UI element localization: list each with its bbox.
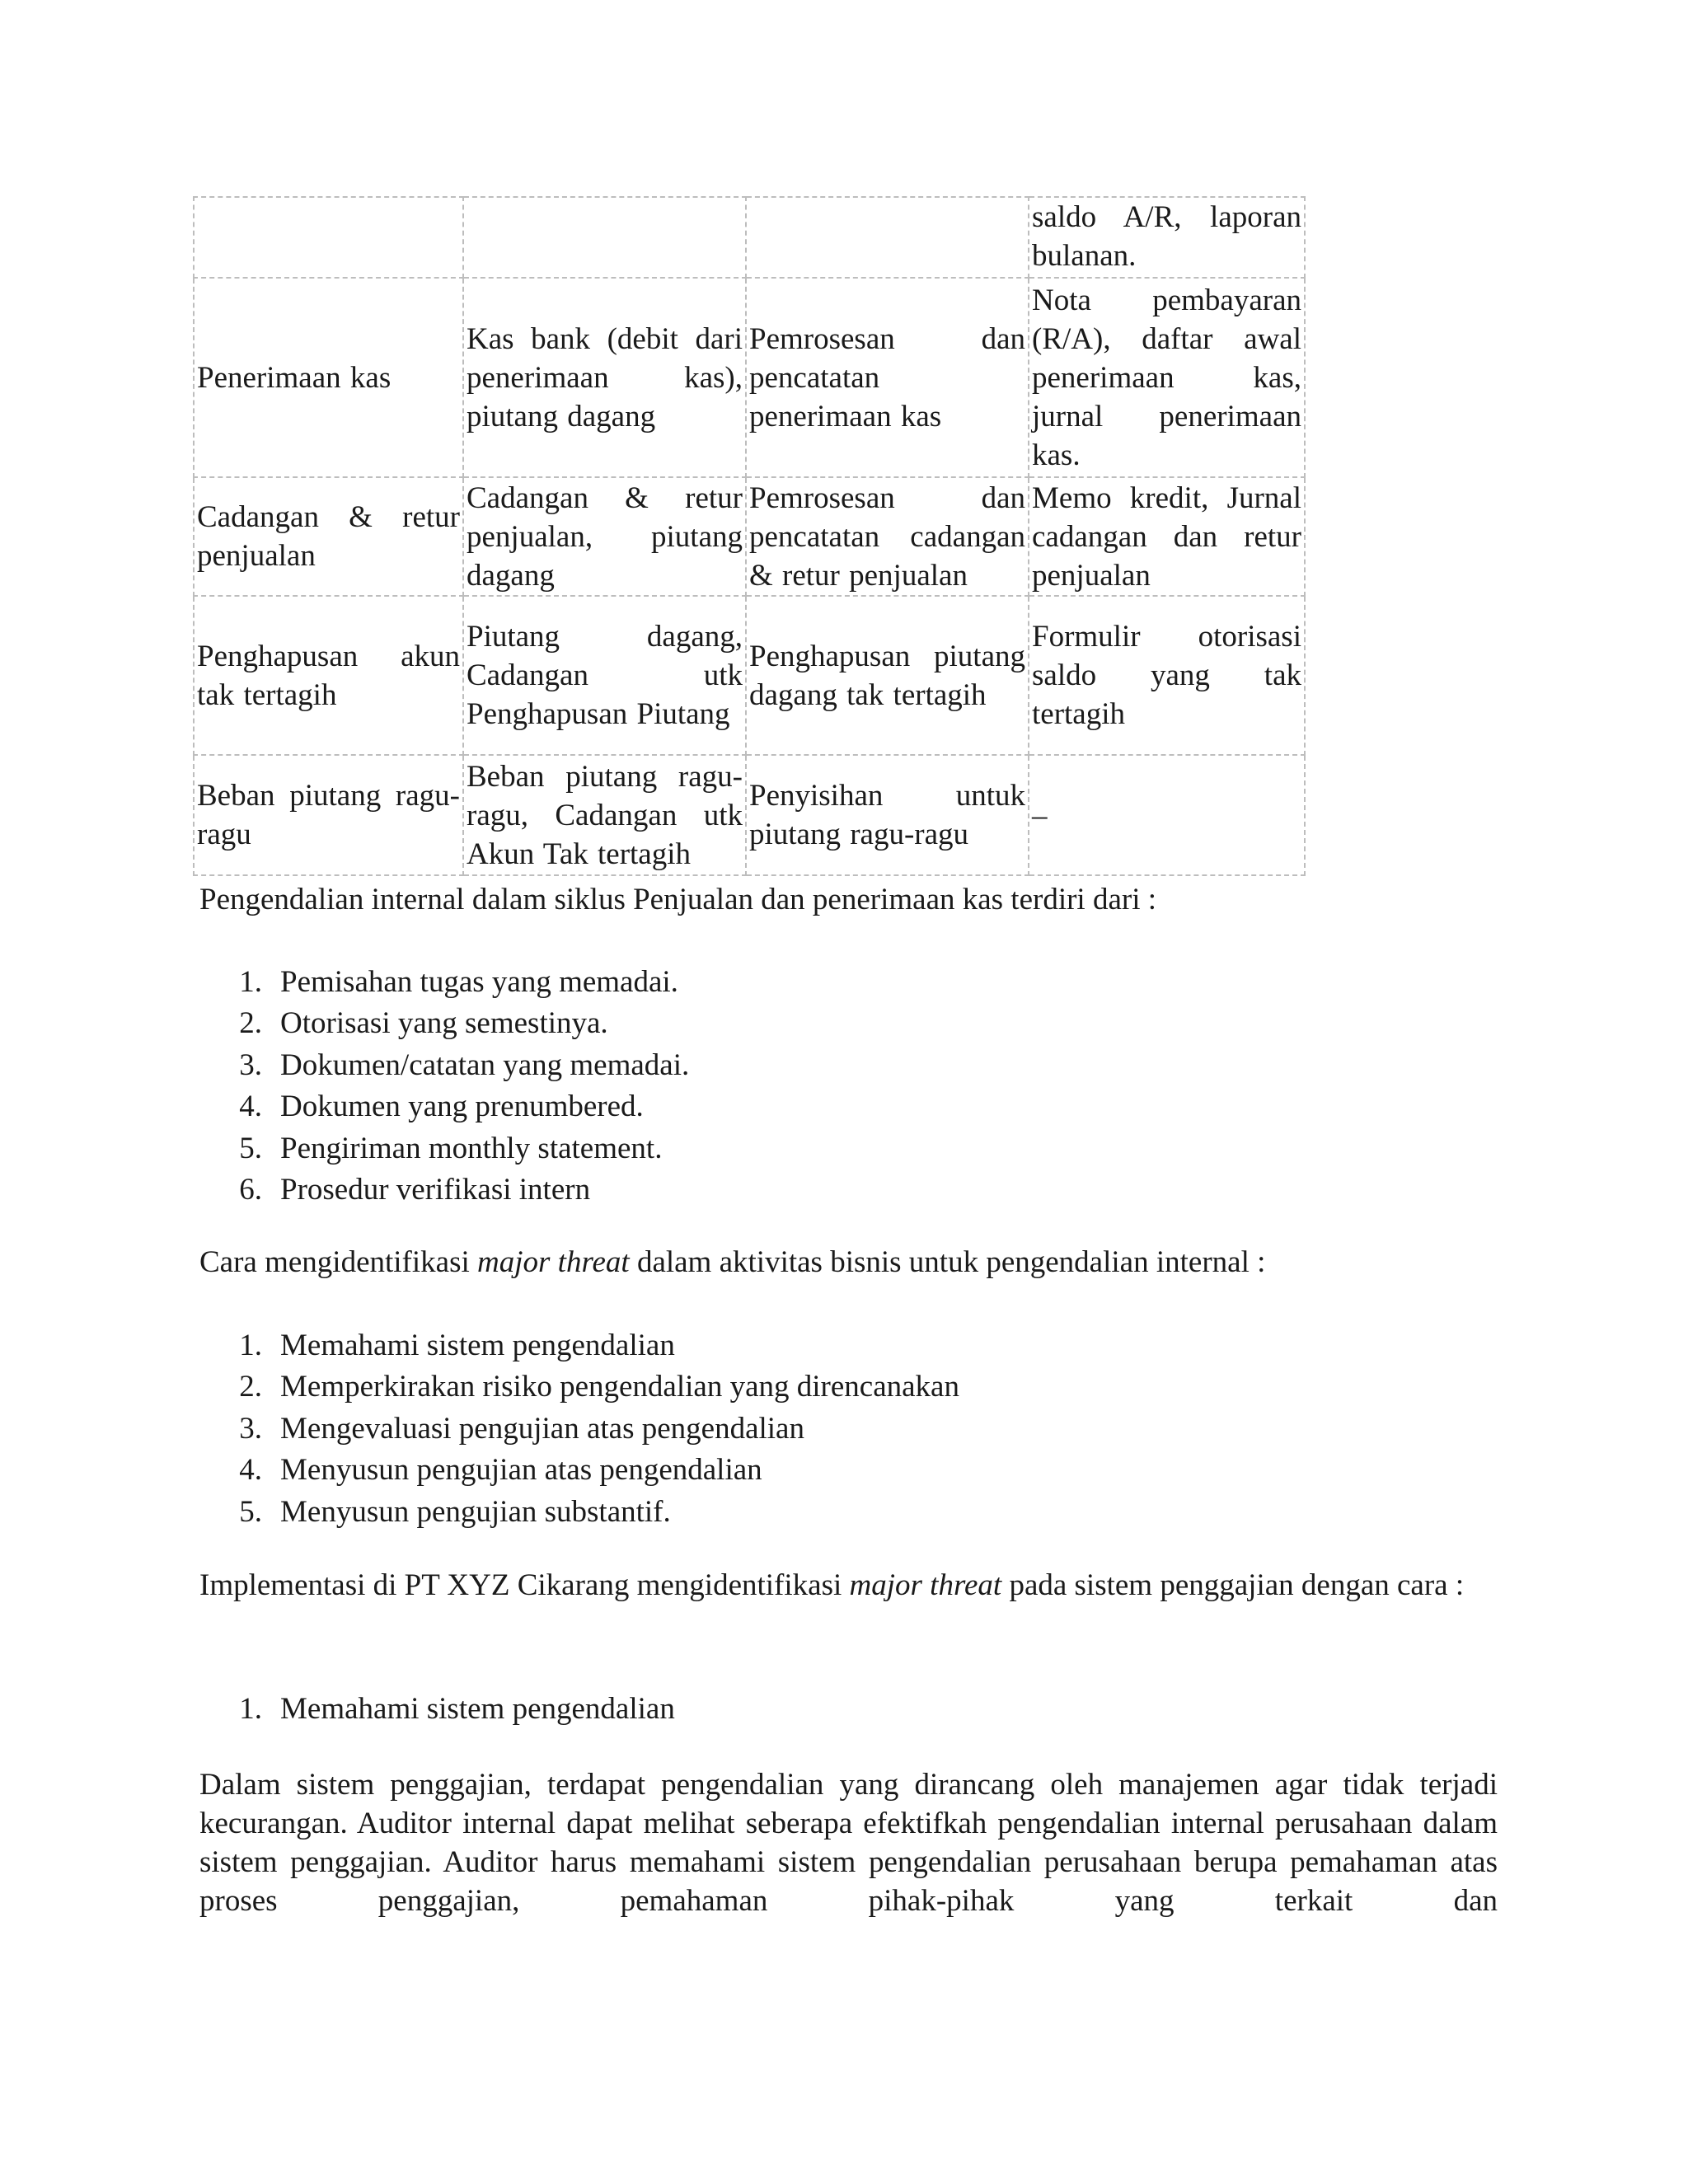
table-row bbox=[194, 477, 1305, 596]
major-threat-steps-list bbox=[198, 1324, 959, 1533]
list-item: 1. Pemisahan tugas yang memadai. bbox=[239, 964, 678, 999]
table-row bbox=[194, 278, 1305, 477]
table-row bbox=[194, 197, 1305, 278]
section3-intro: Implementasi di PT XYZ Cikarang mengidentifikasi major threat pada sistem penggajian dengan cara : bbox=[199, 1568, 1465, 1602]
table-cell: Penerimaan kas bbox=[194, 278, 463, 477]
table-cell: Nota pembayaran (R/A), daftar awal penerimaan kas, jurnal penerimaan kas. bbox=[1029, 278, 1305, 477]
table-row bbox=[194, 596, 1305, 755]
table-cell: Cadangan & retur penjualan, piutang dagang bbox=[463, 477, 746, 596]
internal-control-list bbox=[198, 961, 689, 1211]
table-cell: Cadangan & retur penjualan bbox=[194, 477, 463, 596]
revenue-cycle-table bbox=[193, 196, 1306, 876]
list-item: 4. Menyusun pengujian atas pengendalian bbox=[239, 1453, 762, 1488]
list-item: 3. Dokumen/catatan yang memadai. bbox=[239, 1047, 690, 1082]
list-item: 1. Memahami sistem pengendalian bbox=[239, 1328, 675, 1362]
implementation-steps-list bbox=[198, 1688, 675, 1730]
table-row bbox=[194, 755, 1305, 875]
table-cell bbox=[746, 197, 1029, 278]
table-cell: saldo A/R, laporan bulanan. bbox=[1029, 197, 1305, 278]
table-cell: – bbox=[1029, 755, 1305, 875]
table-cell: Beban piutang ragu-ragu, Cadangan utk Akun Tak tertagih bbox=[463, 755, 746, 875]
table-cell: Pemrosesan dan pencatatan penerimaan kas bbox=[746, 278, 1029, 477]
list-item: 4. Dokumen yang prenumbered. bbox=[239, 1090, 644, 1124]
table-cell: Beban piutang ragu-ragu bbox=[194, 755, 463, 875]
list-item: 2. Otorisasi yang semestinya. bbox=[239, 1006, 608, 1041]
table-cell: Penghapusan akun tak tertagih bbox=[194, 596, 463, 755]
list-item: 3. Mengevaluasi pengujian atas pengendalian bbox=[239, 1411, 804, 1446]
table-cell bbox=[463, 197, 746, 278]
list-item: 6. Prosedur verifikasi intern bbox=[239, 1173, 591, 1207]
list-item: 5. Pengiriman monthly statement. bbox=[239, 1131, 663, 1165]
section1-intro: Pengendalian internal dalam siklus Penjualan dan penerimaan kas terdiri dari : bbox=[199, 883, 1157, 916]
list-item: 1. Memahami sistem pengendalian bbox=[239, 1691, 675, 1726]
list-item: 2. Memperkirakan risiko pengendalian yang direncanakan bbox=[239, 1370, 959, 1404]
section2-intro: Cara mengidentifikasi major threat dalam aktivitas bisnis untuk pengendalian internal : bbox=[199, 1245, 1266, 1279]
table-cell: Penyisihan untuk piutang ragu-ragu bbox=[746, 755, 1029, 875]
table-cell: Kas bank (debit dari penerimaan kas), piutang dagang bbox=[463, 278, 746, 477]
table-cell: Memo kredit, Jurnal cadangan dan retur penjualan bbox=[1029, 477, 1305, 596]
table-cell: Penghapusan piutang dagang tak tertagih bbox=[746, 596, 1029, 755]
section3-paragraph: Dalam sistem penggajian, terdapat pengendalian yang dirancang oleh manajemen agar tidak terjadi kecurangan. Auditor internal dapat melihat seberapa efektifkah pengendalian internal perusahaan dalam sistem penggajian. Auditor harus memahami sistem pengendalian perusahaan berupa pemahaman atas proses penggajian, pemahaman pihak-pihak yang terkait dan bbox=[199, 1768, 1498, 1918]
table-cell bbox=[194, 197, 463, 278]
list-item: 5. Menyusun pengujian substantif. bbox=[239, 1494, 671, 1529]
table-cell: Pemrosesan dan pencatatan cadangan & retur penjualan bbox=[746, 477, 1029, 596]
table-cell: Piutang dagang, Cadangan utk Penghapusan Piutang bbox=[463, 596, 746, 755]
table-cell: Formulir otorisasi saldo yang tak tertagih bbox=[1029, 596, 1305, 755]
